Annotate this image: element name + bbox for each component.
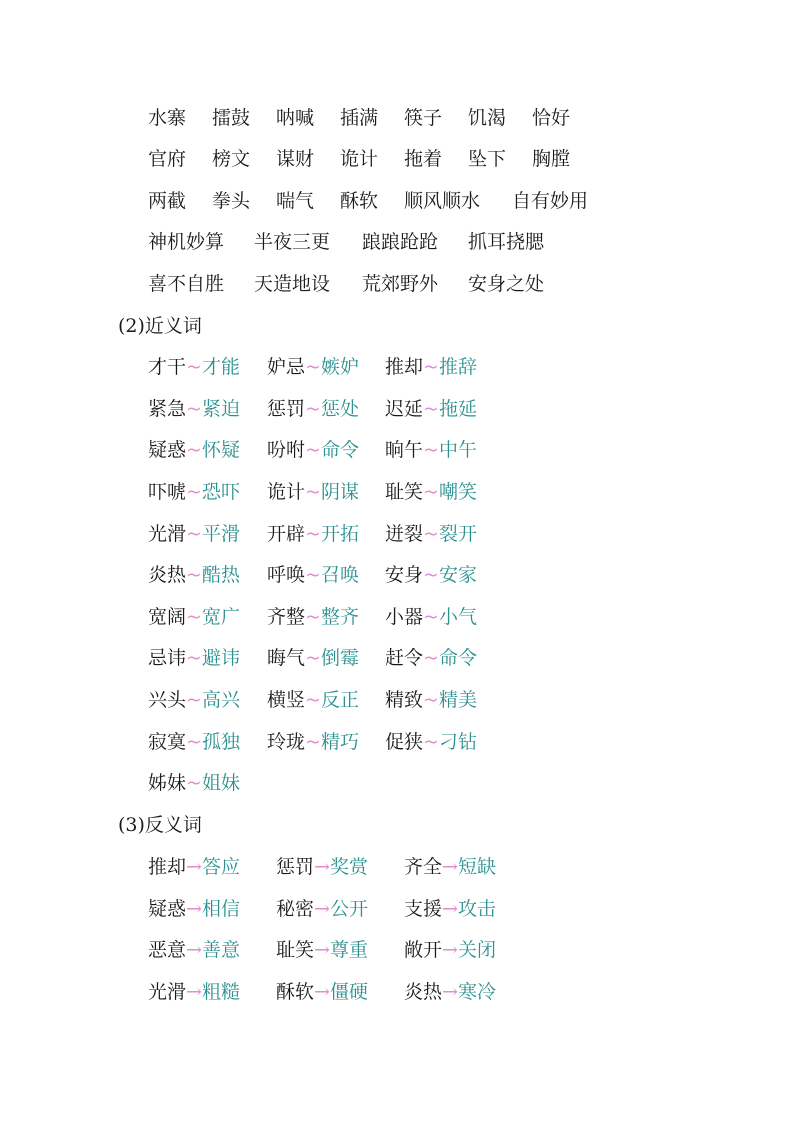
antonyms-heading: (3)反义词 — [118, 814, 202, 836]
synonyms-term: 齐整 — [267, 606, 306, 628]
synonyms-answer: 裂开 — [438, 523, 477, 545]
vocab-word: 两截 — [148, 190, 187, 212]
synonyms-term: 开辟 — [267, 523, 306, 545]
arrow-separator: → — [186, 898, 202, 920]
antonyms-term: 支援 — [404, 898, 443, 920]
synonyms-term: 玲珑 — [267, 731, 306, 753]
vocab-word: 插满 — [340, 107, 379, 129]
tilde-separator: ~ — [186, 564, 202, 586]
synonyms-pair — [267, 644, 359, 672]
tilde-separator: ~ — [186, 481, 202, 503]
tilde-separator: ~ — [186, 606, 202, 628]
synonyms-pair — [267, 520, 359, 548]
tilde-separator: ~ — [423, 606, 439, 628]
antonyms-pair — [148, 978, 240, 1006]
synonyms-term: 光滑 — [148, 523, 187, 545]
tilde-separator: ~ — [423, 564, 439, 586]
vocab-word: 半夜三更 — [254, 231, 331, 253]
synonyms-answer: 孤独 — [201, 731, 240, 753]
antonyms-term: 耻笑 — [276, 939, 315, 961]
synonyms-pair — [148, 395, 240, 423]
synonyms-term: 紧急 — [148, 398, 187, 420]
antonyms-term: 炎热 — [404, 981, 443, 1003]
vocab-word: 抓耳挠腮 — [468, 231, 545, 253]
antonyms-answer: 攻击 — [457, 898, 496, 920]
synonyms-pair — [148, 728, 240, 756]
vocab-word: 踉踉跄跄 — [362, 231, 439, 253]
antonyms-term: 推却 — [148, 856, 187, 878]
synonyms-pair — [385, 353, 477, 381]
antonyms-pair — [276, 978, 368, 1006]
synonyms-term: 赶令 — [385, 647, 424, 669]
antonyms-pair — [148, 895, 240, 923]
antonyms-answer: 寒冷 — [457, 981, 496, 1003]
synonyms-answer: 召唤 — [320, 564, 359, 586]
synonyms-term: 忌讳 — [148, 647, 187, 669]
synonyms-pair — [148, 769, 240, 797]
tilde-separator: ~ — [186, 647, 202, 669]
synonyms-term: 迸裂 — [385, 523, 424, 545]
antonyms-answer: 善意 — [201, 939, 240, 961]
synonyms-term: 疑惑 — [148, 439, 187, 461]
tilde-separator: ~ — [423, 439, 439, 461]
antonyms-pair — [404, 853, 496, 881]
antonyms-term: 秘密 — [276, 898, 315, 920]
synonyms-term: 迟延 — [385, 398, 424, 420]
synonyms-answer: 怀疑 — [201, 439, 240, 461]
synonyms-answer: 拖延 — [438, 398, 477, 420]
synonyms-pair — [267, 561, 359, 589]
vocab-word: 水寨 — [148, 107, 187, 129]
tilde-separator: ~ — [305, 398, 321, 420]
vocab-word: 喜不自胜 — [148, 273, 225, 295]
antonyms-term: 酥软 — [276, 981, 315, 1003]
synonyms-term: 吓唬 — [148, 481, 187, 503]
synonyms-term: 横竖 — [267, 689, 306, 711]
synonyms-term: 诡计 — [267, 481, 306, 503]
synonyms-answer: 姐妹 — [201, 772, 240, 794]
synonyms-term: 耻笑 — [385, 481, 424, 503]
synonyms-pair — [267, 353, 359, 381]
tilde-separator: ~ — [186, 398, 202, 420]
synonyms-pair — [148, 478, 240, 506]
tilde-separator: ~ — [305, 356, 321, 378]
synonyms-answer: 避讳 — [201, 647, 240, 669]
synonyms-answer: 阴谋 — [320, 481, 359, 503]
antonyms-pair — [276, 853, 368, 881]
vocab-word: 喘气 — [276, 190, 315, 212]
synonyms-term: 精致 — [385, 689, 424, 711]
antonyms-answer: 答应 — [201, 856, 240, 878]
arrow-separator: → — [314, 898, 330, 920]
tilde-separator: ~ — [423, 647, 439, 669]
synonyms-answer: 整齐 — [320, 606, 359, 628]
arrow-separator: → — [314, 856, 330, 878]
synonyms-pair — [148, 436, 240, 464]
vocab-word: 呐喊 — [276, 107, 315, 129]
synonyms-answer: 精美 — [438, 689, 477, 711]
vocab-word: 筷子 — [404, 107, 443, 129]
synonyms-answer: 嘲笑 — [438, 481, 477, 503]
synonyms-pair — [385, 561, 477, 589]
vocab-word: 酥软 — [340, 190, 379, 212]
synonyms-answer: 惩处 — [320, 398, 359, 420]
antonyms-answer: 尊重 — [329, 939, 368, 961]
synonyms-pair — [148, 603, 240, 631]
synonyms-answer: 推辞 — [438, 356, 477, 378]
antonyms-pair — [404, 978, 496, 1006]
synonyms-term: 寂寞 — [148, 731, 187, 753]
synonyms-pair — [148, 561, 240, 589]
synonyms-term: 姊妹 — [148, 772, 187, 794]
vocab-word: 顺风顺水 — [404, 190, 481, 212]
synonyms-answer: 命令 — [320, 439, 359, 461]
synonyms-pair — [385, 644, 477, 672]
tilde-separator: ~ — [186, 689, 202, 711]
synonyms-term: 宽阔 — [148, 606, 187, 628]
synonyms-answer: 酷热 — [201, 564, 240, 586]
tilde-separator: ~ — [305, 439, 321, 461]
antonyms-pair — [404, 895, 496, 923]
synonyms-pair — [148, 520, 240, 548]
vocab-word: 荒郊野外 — [362, 273, 439, 295]
synonyms-answer: 才能 — [201, 356, 240, 378]
tilde-separator: ~ — [305, 481, 321, 503]
synonyms-pair — [385, 395, 477, 423]
antonyms-answer: 相信 — [201, 898, 240, 920]
synonyms-pair — [267, 728, 359, 756]
antonyms-answer: 短缺 — [457, 856, 496, 878]
synonyms-term: 安身 — [385, 564, 424, 586]
synonyms-term: 炎热 — [148, 564, 187, 586]
synonyms-pair — [385, 686, 477, 714]
vocab-word: 天造地设 — [254, 273, 331, 295]
synonyms-answer: 安家 — [438, 564, 477, 586]
antonyms-pair — [148, 936, 240, 964]
synonyms-answer: 嫉妒 — [320, 356, 359, 378]
vocab-word: 自有妙用 — [512, 190, 589, 212]
synonyms-pair — [148, 686, 240, 714]
synonyms-answer: 高兴 — [201, 689, 240, 711]
synonyms-answer: 平滑 — [201, 523, 240, 545]
synonyms-term: 晌午 — [385, 439, 424, 461]
synonyms-pair — [267, 478, 359, 506]
synonyms-term: 妒忌 — [267, 356, 306, 378]
arrow-separator: → — [186, 939, 202, 961]
vocab-word: 饥渴 — [468, 107, 507, 129]
tilde-separator: ~ — [305, 731, 321, 753]
tilde-separator: ~ — [186, 356, 202, 378]
antonyms-answer: 僵硬 — [329, 981, 368, 1003]
antonyms-pair — [148, 853, 240, 881]
synonyms-pair — [267, 686, 359, 714]
tilde-separator: ~ — [186, 731, 202, 753]
synonyms-answer: 反正 — [320, 689, 359, 711]
tilde-separator: ~ — [186, 772, 202, 794]
tilde-separator: ~ — [423, 398, 439, 420]
tilde-separator: ~ — [423, 523, 439, 545]
synonyms-term: 推却 — [385, 356, 424, 378]
synonyms-term: 呼唤 — [267, 564, 306, 586]
synonyms-answer: 中午 — [438, 439, 477, 461]
vocab-word: 榜文 — [212, 148, 251, 170]
arrow-separator: → — [442, 856, 458, 878]
antonyms-term: 疑惑 — [148, 898, 187, 920]
antonyms-answer: 粗糙 — [201, 981, 240, 1003]
antonyms-pair — [276, 936, 368, 964]
synonyms-pair — [267, 436, 359, 464]
synonyms-heading: (2)近义词 — [118, 315, 202, 337]
vocab-word: 神机妙算 — [148, 231, 225, 253]
arrow-separator: → — [186, 981, 202, 1003]
vocab-word: 诡计 — [340, 148, 379, 170]
tilde-separator: ~ — [423, 481, 439, 503]
synonyms-term: 促狭 — [385, 731, 424, 753]
antonyms-pair — [404, 936, 496, 964]
tilde-separator: ~ — [423, 731, 439, 753]
synonyms-answer: 紧迫 — [201, 398, 240, 420]
antonyms-answer: 奖赏 — [329, 856, 368, 878]
synonyms-answer: 命令 — [438, 647, 477, 669]
vocab-word: 安身之处 — [468, 273, 545, 295]
synonyms-pair — [385, 603, 477, 631]
synonyms-term: 兴头 — [148, 689, 187, 711]
tilde-separator: ~ — [305, 647, 321, 669]
arrow-separator: → — [314, 981, 330, 1003]
tilde-separator: ~ — [186, 439, 202, 461]
arrow-separator: → — [314, 939, 330, 961]
vocab-word: 胸膛 — [532, 148, 571, 170]
synonyms-pair — [385, 436, 477, 464]
vocab-word: 拳头 — [212, 190, 251, 212]
tilde-separator: ~ — [423, 689, 439, 711]
antonyms-answer: 公开 — [329, 898, 368, 920]
tilde-separator: ~ — [305, 523, 321, 545]
synonyms-answer: 恐吓 — [201, 481, 240, 503]
synonyms-pair — [385, 478, 477, 506]
antonyms-answer: 关闭 — [457, 939, 496, 961]
vocab-word: 擂鼓 — [212, 107, 251, 129]
arrow-separator: → — [186, 856, 202, 878]
synonyms-term: 小器 — [385, 606, 424, 628]
antonyms-pair — [276, 895, 368, 923]
synonyms-answer: 倒霉 — [320, 647, 359, 669]
vocab-word: 坠下 — [468, 148, 507, 170]
antonyms-term: 敞开 — [404, 939, 443, 961]
vocab-word: 官府 — [148, 148, 187, 170]
synonyms-term: 晦气 — [267, 647, 306, 669]
antonyms-term: 惩罚 — [276, 856, 315, 878]
synonyms-pair — [385, 728, 477, 756]
tilde-separator: ~ — [305, 606, 321, 628]
synonyms-pair — [385, 520, 477, 548]
tilde-separator: ~ — [305, 689, 321, 711]
vocab-word: 恰好 — [532, 107, 571, 129]
vocab-word: 拖着 — [404, 148, 443, 170]
synonyms-pair — [267, 603, 359, 631]
synonyms-answer: 刁钻 — [438, 731, 477, 753]
arrow-separator: → — [442, 939, 458, 961]
arrow-separator: → — [442, 981, 458, 1003]
synonyms-answer: 小气 — [438, 606, 477, 628]
synonyms-answer: 精巧 — [320, 731, 359, 753]
synonyms-pair — [148, 353, 240, 381]
antonyms-term: 恶意 — [148, 939, 187, 961]
synonyms-answer: 开拓 — [320, 523, 359, 545]
tilde-separator: ~ — [305, 564, 321, 586]
tilde-separator: ~ — [423, 356, 439, 378]
tilde-separator: ~ — [186, 523, 202, 545]
synonyms-pair — [267, 395, 359, 423]
arrow-separator: → — [442, 898, 458, 920]
vocab-word: 谋财 — [276, 148, 315, 170]
synonyms-term: 吩咐 — [267, 439, 306, 461]
antonyms-term: 光滑 — [148, 981, 187, 1003]
synonyms-term: 惩罚 — [267, 398, 306, 420]
synonyms-pair — [148, 644, 240, 672]
antonyms-term: 齐全 — [404, 856, 443, 878]
synonyms-term: 才干 — [148, 356, 187, 378]
synonyms-answer: 宽广 — [201, 606, 240, 628]
